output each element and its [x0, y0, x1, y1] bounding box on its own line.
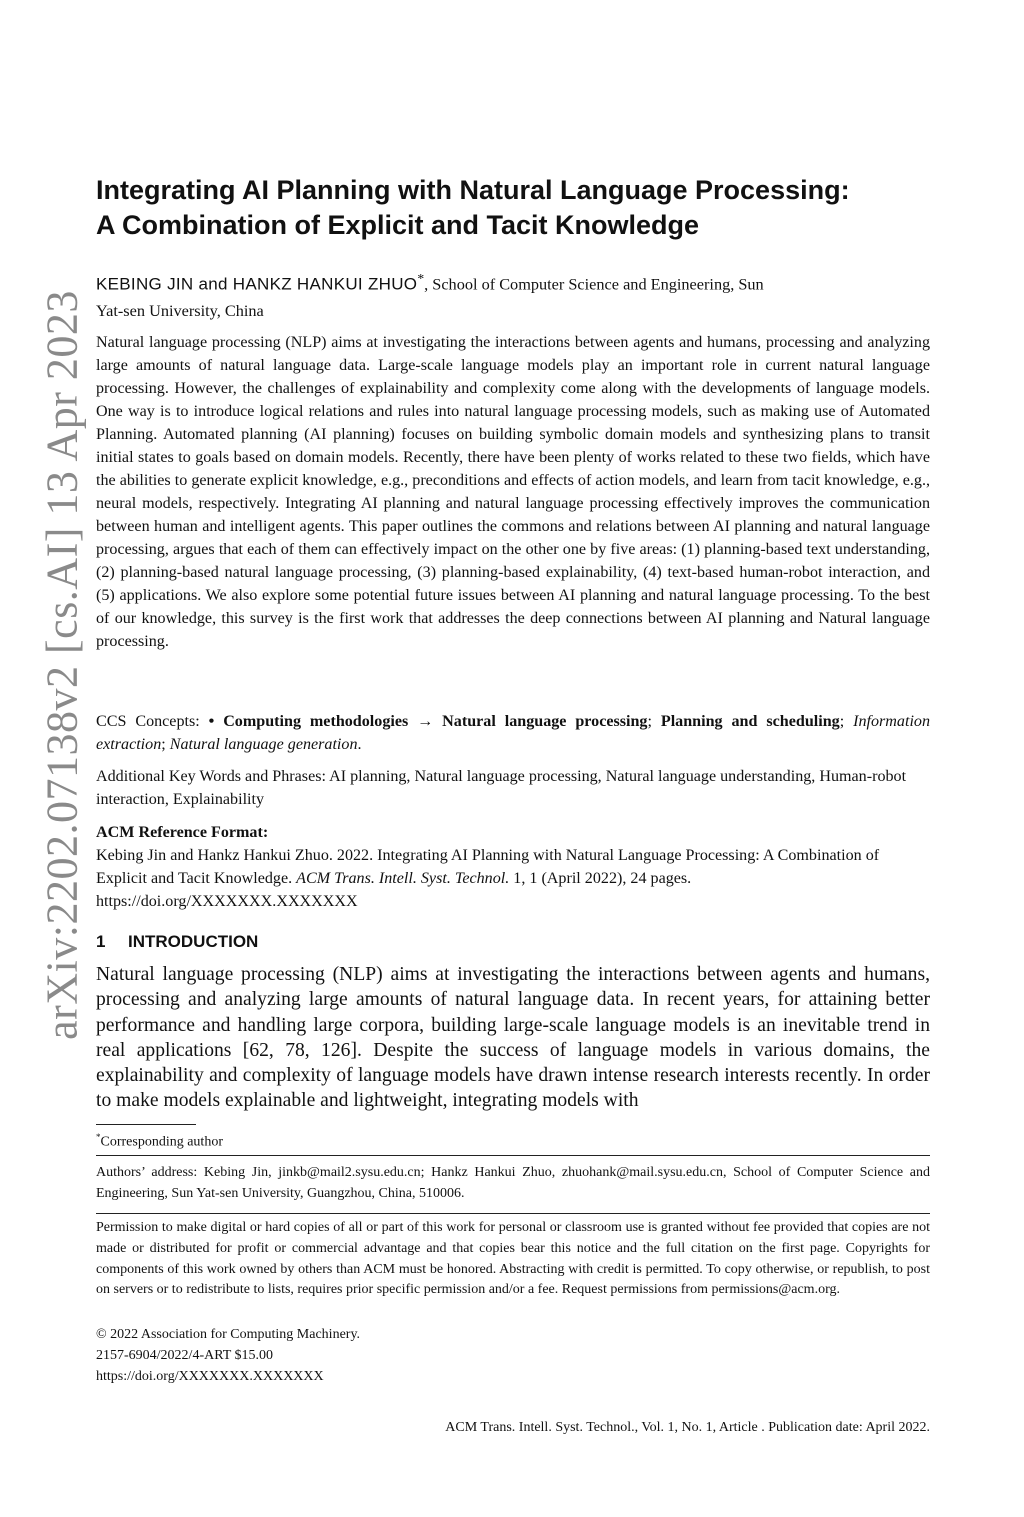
- ccs-concepts: [96, 710, 930, 756]
- arxiv-sidebar: [8, 0, 100, 1517]
- copyright-doi-link[interactable]: https://doi.org/XXXXXXX.XXXXXXX: [96, 1368, 324, 1384]
- section-number: 1: [96, 932, 106, 951]
- acm-reference-heading: ACM Reference Format:: [96, 824, 269, 841]
- ccs-sep-1: ;: [647, 713, 661, 730]
- abstract: Natural language processing (NLP) aims at investigating the interactions between agents and humans, processing and analyzing large amounts of natural language data. Large-scale language models play an important role in current natural language processing. However, the challenges of explainability and complexity come along with the developments of language models. One way is to introduce logical relations and rules into natural language processing models, such as making use of Automated Planning. Automated planning (AI planning) focuses on building symbolic domain models and synthesizing plans to transit initial states to goals based on domain models. Recently, there have been plenty of works related to these two fields, which have the abilities to generate explicit knowledge, e.g., preconditions and effects of action models, and learn from tacit knowledge, e.g., neural models, respectively. Integrating AI planning and natural language processing effectively improves the communication between human and intelligent agents. This paper outlines the commons and relations between AI planning and natural language processing, argues that each of them can effectively impact on the other one by five areas: (1) planning-based text understanding, (2) planning-based natural language processing, (3) planning-based explainability, (4) text-based human-robot interaction, and (5) applications. We also explore some potential future issues between AI planning and natural language processing. To the best of our knowledge, this survey is the first work that addresses the deep connections between AI planning and Natural language processing.: [96, 334, 930, 650]
- paper-title: [96, 173, 930, 243]
- ccs-label: CCS Concepts:: [96, 713, 209, 730]
- acm-reference-format: [96, 821, 930, 913]
- ccs-concept-4: Natural language generation: [169, 736, 358, 753]
- author-affiliation: , School of Computer Science and Engineering, Sun: [424, 274, 764, 294]
- author-block: [96, 265, 930, 324]
- introduction-paragraph: Natural language processing (NLP) aims at investigating the interactions between agents and humans, processing and analyzing large amounts of natural language data. In recent years, for attaining better performance and handling large corpora, building large-scale language models is an inevitable trend in real applications [62, 78, 126]. Despite the success of language models in various domains, the explainability and complexity of language models have drawn intense research interests recently. In order to make models explainable and lightweight, integrating models with: [96, 964, 930, 1112]
- acm-reference-text: Kebing Jin and Hankz Hankui Zhuo. 2022. Integrating AI Planning with Natural Language Processing: A Combination of Explicit and Tacit Knowledge.: [96, 847, 880, 887]
- issn-line: 2157-6904/2022/4-ART $15.00: [96, 1347, 274, 1363]
- footnote: [96, 1127, 223, 1153]
- permission-notice: Permission to make digital or hard copies of all or part of this work for personal or classroom use is granted without fee provided that copies are not made or distributed for profit or commercial advantage and that copies bear this notice and the full citation on the first page. Copyrights for components of this work owned by others than ACM must be honored. Abstracting with credit is permitted. To copy otherwise, or republish, to post on servers or to redistribute to lists, requires prior specific permission and/or a fee. Request permissions from permissions@acm.org.: [96, 1220, 930, 1298]
- acm-reference-body: [96, 844, 930, 913]
- acm-reference-volume: 1, 1 (April 2022), 24 pages.: [509, 870, 692, 887]
- ccs-concept-1: Computing methodologies → Natural language processing: [223, 713, 648, 730]
- author-affiliation-cont: Yat-sen University, China: [96, 301, 264, 321]
- section-title: INTRODUCTION: [128, 932, 259, 951]
- copyright-line: © 2022 Association for Computing Machinery.: [96, 1327, 361, 1342]
- author-names: KEBING JIN and HANKZ HANKUI ZHUO: [96, 274, 418, 294]
- ccs-end: .: [357, 736, 362, 753]
- keywords: Additional Key Words and Phrases: AI planning, Natural language processing, Natural language understanding, Human-robot interaction, Explainability: [96, 768, 907, 808]
- footnote-marker: *: [96, 1132, 101, 1142]
- footnote-rule: [96, 1124, 196, 1125]
- copyright-block: [96, 1325, 360, 1387]
- section-heading-introduction: [96, 932, 258, 952]
- ccs-concept-3: Information extraction: [96, 713, 931, 753]
- title-line-1: Integrating AI Planning with Natural Language Processing:: [96, 175, 850, 205]
- authors-address: Authors’ address: Kebing Jin, jinkb@mail2.sysu.edu.cn; Hankz Hankui Zhuo, zhuohank@mail.sysu.edu.cn, School of Computer Science and Engineering, Sun Yat-sen University, Guangzhou, China, 510006.: [96, 1165, 930, 1201]
- ccs-bullet: •: [208, 713, 224, 730]
- corresponding-marker: *: [417, 271, 425, 286]
- acm-reference-doi-link[interactable]: https://doi.org/XXXXXXX.XXXXXXX: [96, 893, 358, 910]
- page-footer: ACM Trans. Intell. Syst. Technol., Vol. 1, No. 1, Article . Publication date: April 2022.: [445, 1420, 930, 1435]
- footnote-text: Corresponding author: [100, 1134, 223, 1150]
- divider: [96, 1213, 930, 1214]
- ccs-sep-2: ;: [839, 713, 854, 730]
- ccs-concept-2: Planning and scheduling: [660, 713, 840, 730]
- title-line-2: A Combination of Explicit and Tacit Knowledge: [96, 210, 700, 240]
- divider: [96, 1155, 930, 1156]
- acm-reference-journal: ACM Trans. Intell. Syst. Technol.: [296, 870, 510, 887]
- arxiv-identifier: arXiv:2202.07138v2 [cs.AI] 13 Apr 2023: [37, 290, 87, 1040]
- ccs-sep-3: ;: [161, 736, 170, 753]
